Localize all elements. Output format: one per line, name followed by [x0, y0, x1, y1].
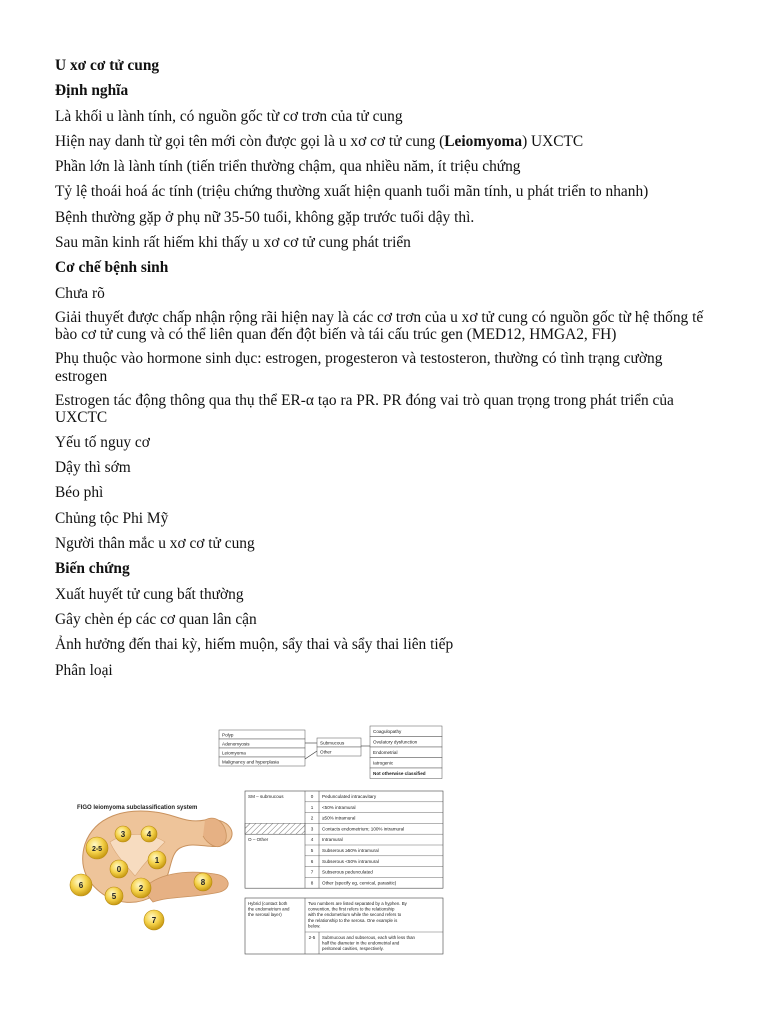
sub-code: 2 — [310, 815, 314, 821]
paragraph: Phụ thuộc vào hormone sinh dục: estrogen, progesteron và testosteron, thường có tình trạng cường estrogen — [55, 350, 663, 385]
section-heading-complications: Biến chứng — [55, 560, 130, 578]
fibroid-label: 0 — [116, 864, 122, 874]
palm-label: Adenomyosis — [222, 741, 250, 747]
palm-label: Polyp — [222, 732, 234, 738]
sub-desc: Subserous ≥50% intramural — [322, 848, 379, 853]
paragraph-leiomyoma — [55, 132, 715, 151]
figo-diagram — [55, 724, 455, 964]
fibroid-label: 5 — [111, 891, 117, 901]
sub-code: 0 — [310, 794, 314, 799]
paragraph: Ảnh hưởng đến thai kỳ, hiếm muộn, sẩy thai và sẩy thai liên tiếp — [55, 636, 454, 654]
coein-label: Coagulopathy — [373, 729, 402, 734]
paragraph: Xuất huyết tử cung bất thường — [55, 585, 244, 603]
section-heading-definition: Định nghĩa — [55, 82, 129, 100]
palm-left-list — [219, 730, 305, 766]
fibroid-label: 2-5 — [91, 845, 103, 853]
group-label-o: O – Other — [248, 837, 269, 843]
paragraph: Phần lớn là lành tính (tiến triển thường chậm, qua nhiều năm, ít triệu chứng — [55, 158, 521, 176]
fibroid-label: 1 — [154, 855, 160, 865]
palm-label: Leiomyoma — [222, 750, 246, 756]
sub-desc: Intramural — [322, 837, 343, 843]
hybrid-label: Hybrid (contact both the endometrium and the serosal layer) — [248, 901, 290, 918]
sub-code: 3 — [310, 826, 314, 832]
paragraph: Chủng tộc Phi Mỹ — [55, 509, 169, 527]
paragraph: Béo phì — [55, 484, 104, 502]
paragraph: Bệnh thường gặp ở phụ nữ 35-50 tuổi, không gặp trước tuổi dậy thì. — [55, 208, 475, 226]
sub-desc: Contacts endometrium; 100% intramural — [322, 826, 405, 832]
sub-code: 4 — [310, 837, 314, 843]
coein-right-list — [370, 726, 442, 779]
paragraph: Người thân mắc u xơ cơ tử cung — [55, 535, 255, 553]
hybrid-table — [245, 898, 443, 954]
paragraph: Estrogen tác động thông qua thụ thể ER-α tạo ra PR. PR đóng vai trò quan trọng trong phát triển của UXCTC — [55, 391, 674, 427]
palm-label: Malignancy and hyperplasia — [222, 759, 279, 765]
term-leiomyoma: Leiomyoma — [444, 132, 523, 150]
paragraph: Giải thuyết được chấp nhận rộng rãi hiện nay là các cơ trơn của u xơ tử cung có nguồn gốc từ hệ thống tế bào cơ tử cung và có thể liên quan đến đột biến và tái cấu trúc gen (MED12, HMGA2, FH) — [55, 308, 704, 344]
sub-code: 5 — [310, 848, 314, 853]
coein-label: Endometrial — [373, 750, 398, 755]
sub-code: 8 — [310, 880, 314, 886]
figo-title: FIGO leiomyoma subclassification system — [77, 805, 198, 811]
sub-desc: Subserous pedunculated — [322, 869, 373, 875]
connector-line — [305, 751, 317, 759]
text-run: ) UXCTC — [522, 132, 584, 150]
coein-label: Not otherwise classified — [373, 771, 426, 776]
coein-label: Ovulatory dysfunction — [373, 739, 418, 745]
fibroid-label: 4 — [146, 829, 152, 839]
paragraph: Sau mãn kinh rất hiếm khi thấy u xơ cơ tử cung phát triển — [55, 234, 411, 252]
paragraph: Chưa rõ — [55, 284, 105, 302]
sub-desc: Subserous <50% intramural — [322, 858, 379, 864]
hatched-cell — [245, 823, 305, 834]
sub-desc: Pedunculated intracavitary — [322, 794, 377, 799]
fibroid-label: 3 — [120, 829, 126, 839]
paragraph: Là khối u lành tính, có nguồn gốc từ cơ trơn của tử cung — [55, 107, 403, 125]
sub-code: 1 — [310, 804, 314, 810]
paragraph: Gây chèn ép các cơ quan lân cận — [55, 610, 257, 628]
paragraph: Phân loại — [55, 661, 113, 679]
sub-desc: <50% intramural — [322, 804, 356, 810]
hybrid-note: Two numbers are listed separated by a hyphen. By convention, the first refers to the relationship with the endometrium while the second refers to the relationship to the serosa. One example is below. — [308, 901, 407, 929]
doc-title: U xơ cơ tử cung — [55, 57, 160, 74]
hybrid-code: 2-5 — [308, 935, 316, 940]
subclassification-table — [245, 791, 443, 888]
hybrid-desc: Submucous and subserous, each with less than half the diameter in the endometrial and peritoneal cavities, respectively. — [322, 935, 415, 952]
paragraph: Tỷ lệ thoái hoá ác tính (triệu chứng thường xuất hiện quanh tuổi mãn tính, u phát triển to nhanh) — [55, 183, 649, 201]
sub-desc: Other (specify eg, cervical, parasitic) — [322, 880, 397, 886]
palm-mid-list — [317, 738, 361, 756]
text-run: Hiện nay danh từ gọi tên mới còn được gọi là u xơ cơ tử cung ( — [55, 132, 445, 150]
palm-mid-label: Submucous — [320, 740, 345, 746]
fibroid-label: 2 — [138, 883, 144, 893]
paragraph: Yếu tố nguy cơ — [55, 433, 150, 451]
fibroid-label: 7 — [151, 915, 157, 925]
group-label-sm: SM – submucous — [248, 794, 284, 799]
document-body — [55, 56, 715, 686]
fibroid-label: 8 — [200, 877, 206, 887]
palm-mid-label: Other — [320, 749, 332, 755]
fibroid-label: 6 — [78, 880, 84, 890]
section-heading-pathogenesis: Cơ chế bệnh sinh — [55, 259, 169, 277]
sub-code: 7 — [310, 869, 314, 875]
sub-desc: ≥50% intramural — [322, 815, 356, 821]
coein-label: Iatrogenic — [373, 760, 394, 766]
sub-code: 6 — [310, 858, 314, 864]
paragraph: Dậy thì sớm — [55, 459, 131, 477]
figo-figure — [55, 724, 455, 964]
